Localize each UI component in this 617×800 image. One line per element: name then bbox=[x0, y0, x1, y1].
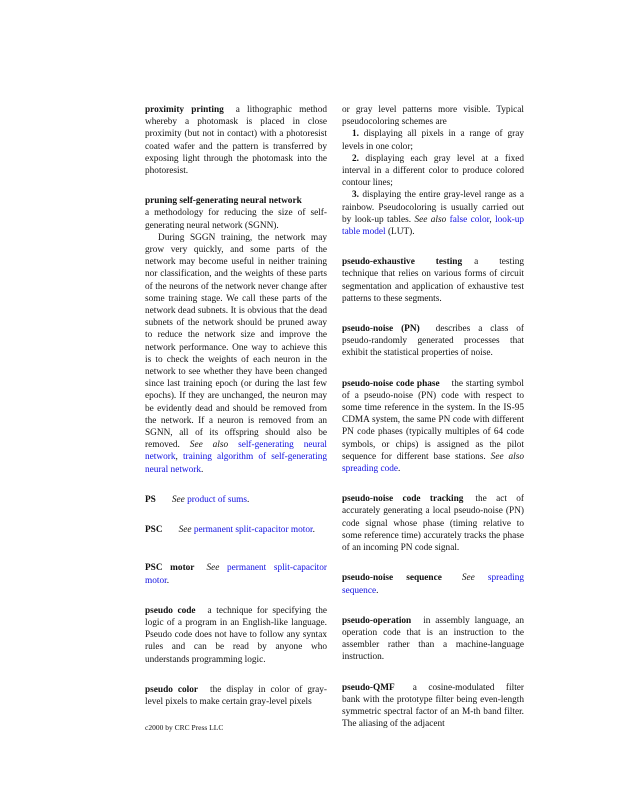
cross-reference-link[interactable]: look-up table model bbox=[342, 214, 524, 238]
period: . bbox=[312, 525, 315, 536]
entry-term: pseudo color bbox=[145, 684, 199, 695]
list-item bbox=[342, 128, 524, 152]
entry-term: pruning self-generating neural network bbox=[145, 196, 302, 207]
period: . bbox=[166, 575, 170, 586]
entry-pseudo-code bbox=[145, 605, 327, 666]
period: . bbox=[376, 585, 379, 596]
see-also-label: See also bbox=[490, 451, 525, 462]
entry-pseudo-noise-code-tracking bbox=[342, 493, 524, 554]
entry-pseudo-noise-code-phase bbox=[342, 378, 524, 476]
entry-term: pseudo-operation bbox=[342, 615, 412, 626]
entry-proximity-printing bbox=[145, 104, 327, 177]
entry-definition: the act of accurately generating a local pseudo-noise (PN) code signal whose phase (timing relative to some reference time) accurately tracks the phase of an incoming PN code signal. bbox=[342, 494, 524, 554]
list-text: displaying each gray level at a fixed interval in a different color to produce colored contour lines; bbox=[342, 153, 524, 189]
entry-pseudo-color-continued bbox=[342, 104, 524, 238]
entry-term: pseudo-QMF bbox=[342, 682, 395, 693]
copyright-footer: c2000 by CRC Press LLC bbox=[145, 723, 224, 732]
cross-reference-link[interactable]: self-generating neural network bbox=[145, 440, 327, 463]
entry-definition: describes a class of pseudo-randomly generated processes that exhibit the statistical properties of noise. bbox=[342, 324, 524, 359]
cross-reference-link[interactable]: permanent split-capacitor motor bbox=[193, 525, 313, 536]
entry-term: pseudo-noise code tracking bbox=[342, 494, 464, 505]
entry-term: pseudo-noise sequence bbox=[342, 573, 442, 584]
entry-pseudo-color bbox=[145, 684, 327, 708]
see-also-label: See also bbox=[189, 440, 229, 451]
list-number: 3. bbox=[352, 190, 359, 201]
entry-pseudo-qmf bbox=[342, 682, 524, 731]
list-text: displaying the entire gray-level range as a rainbow. Pseudocoloring is usually carried out by look-up tables. bbox=[342, 190, 525, 225]
entry-definition: a methodology for reducing the size of self-generating neural network (SGNN). bbox=[145, 208, 327, 231]
entry-definition: the display in color of gray-level pixels to make certain gray-level pixels bbox=[145, 684, 327, 707]
entry-term: pseudo-noise code phase bbox=[342, 378, 440, 389]
entry-psc-motor bbox=[145, 562, 327, 586]
entry-definition: in assembly language, an operation code that is an instruction to the assembler rather than a machine-language instruction. bbox=[342, 615, 524, 663]
see-label: See bbox=[171, 494, 185, 505]
entry-definition: a technique for specifying the logic of a program in an English-like language. Pseudo code does not have to follow any syntax rules and can be read by anyone who understands programming logic. bbox=[145, 605, 327, 665]
entry-definition: the starting symbol of a pseudo-noise (PN) code with respect to some time reference in the system. In the IS-95 CDMA system, the same PN code with different PN code phases (typically multiples of 64 code symbols, or chips) is assigned as the pilot sequence for different base stations. bbox=[342, 378, 524, 462]
see-label: See bbox=[461, 573, 475, 584]
entry-term: PS bbox=[145, 494, 156, 505]
separator: , bbox=[175, 452, 183, 463]
list-item bbox=[342, 153, 524, 190]
see-label: See bbox=[206, 563, 220, 574]
right-column bbox=[342, 104, 524, 748]
entry-definition: or gray level patterns more visible. Typical pseudocoloring schemes are bbox=[342, 105, 524, 128]
entry-pruning-sgnn bbox=[145, 195, 327, 476]
entry-definition: a cosine-modulated filter bank with the prototype filter being even-length symmetric spectral factor of an M-th band filter. The aliasing of the adjacent bbox=[342, 682, 524, 730]
entry-definition: a lithographic method whereby a photomask is placed in close proximity (but not in contact) with a photoresist coated wafer and the pattern is transferred by exposing light through the photomask into the photoresist. bbox=[145, 105, 328, 177]
cross-reference-link[interactable]: training algorithm of self-generating neural network bbox=[145, 452, 327, 475]
period: . bbox=[247, 494, 250, 505]
abbreviation: (LUT). bbox=[385, 227, 415, 238]
list-text: displaying all pixels in a range of gray levels in one color; bbox=[342, 129, 524, 152]
entry-pseudo-noise bbox=[342, 323, 524, 360]
cross-reference-link[interactable]: product of sums bbox=[187, 494, 248, 505]
cross-reference-link[interactable]: spreading sequence bbox=[342, 573, 524, 596]
entry-paragraph: During SGGN training, the network may grow very quickly, and some parts of the network may become useful in neither training nor classification, and the weights of these parts of the neurons of the network never change after some training stage. We call these parts of the network dead subnets. It is obvious that the dead subnets of the network should be pruned away to reduce the network size and improve the network performance. One way to achieve this is to check the weights of each neuron in the network to see whether they have been changed since last training epoch (or during the last few epochs). If they are unchanged, the neuron may be evidently dead and should be removed from the network. If a neuron is removed from an SGNN, all of its offspring should also be removed. bbox=[145, 232, 327, 451]
entry-definition: a testing technique that relies on various forms of circuit segmentation and application of exhaustive test patterns to these segments. bbox=[342, 257, 524, 304]
list-item bbox=[342, 189, 524, 238]
cross-reference-link[interactable]: permanent split-capacitor motor bbox=[145, 563, 328, 586]
period: . bbox=[201, 464, 204, 475]
list-number: 1. bbox=[352, 129, 359, 140]
entry-pseudo-noise-sequence bbox=[342, 572, 524, 596]
entry-pseudo-exhaustive-testing bbox=[342, 256, 524, 305]
cross-reference-link[interactable]: false color bbox=[449, 214, 490, 225]
cross-reference-link[interactable]: spreading code bbox=[342, 464, 399, 475]
period: . bbox=[398, 464, 401, 475]
entry-term: pseudo-exhaustive testing bbox=[342, 257, 463, 268]
entry-psc bbox=[145, 524, 327, 536]
entry-ps bbox=[145, 494, 327, 506]
left-column bbox=[145, 104, 327, 726]
separator: , bbox=[489, 214, 496, 225]
see-label: See bbox=[178, 525, 192, 536]
entry-term: pseudo-noise (PN) bbox=[342, 324, 420, 335]
entry-term: pseudo code bbox=[145, 605, 196, 616]
entry-term: PSC bbox=[145, 525, 163, 536]
entry-term: PSC motor bbox=[145, 563, 195, 574]
entry-pseudo-operation bbox=[342, 615, 524, 664]
see-also-label: See also bbox=[414, 214, 447, 225]
entry-term: proximity printing bbox=[145, 105, 224, 115]
list-number: 2. bbox=[352, 153, 359, 164]
